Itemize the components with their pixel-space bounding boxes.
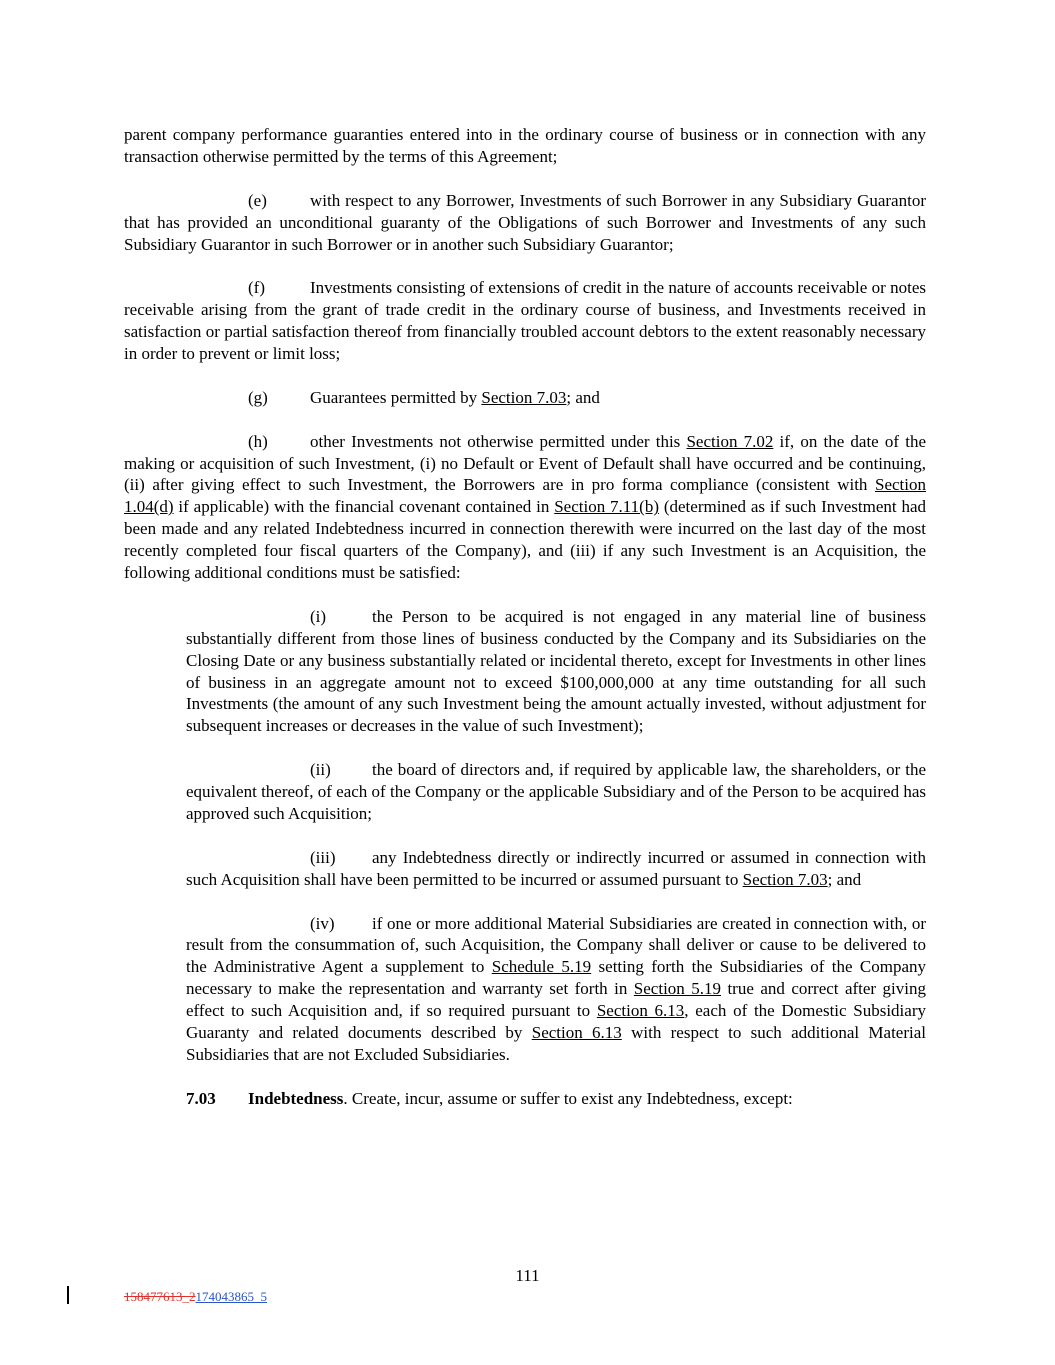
section-heading-text: . Create, incur, assume or suffer to exist any Indebtedness, except: (343, 1088, 793, 1108)
clause-label: (iv) (310, 913, 335, 933)
clause-e (124, 190, 926, 256)
inserted-document-id: 174043865_5 (195, 1289, 267, 1304)
document-id-footer (124, 1289, 267, 1305)
deleted-document-id: 158477613_2 (124, 1289, 196, 1304)
clause-g (124, 387, 926, 409)
section-reference-link[interactable]: Section 7.03 (481, 387, 567, 407)
clause-text: (determined as if such Investment had been made and any related Indebtedness incurred in connection therewith were incurred on the last day of the most recently completed four fiscal quarters of the Company), and (iii) if any such Investment is an Acquisition, the following additional conditions must be satisfied: (124, 497, 926, 583)
document-body (124, 124, 926, 1110)
clause-text: if one or more additional Material Subsidiaries are created in connection with, or result from the consummation of, such Acquisition, the Company shall deliver or cause to be delivered to the Administrative Agent a supplement to (186, 913, 926, 977)
clause-text: the board of directors and, if required by applicable law, the shareholders, or the equivalent thereof, of each of the Company or the applicable Subsidiary and of the Person to be acquired has approved such Acquisition; (186, 760, 926, 823)
clause-text: other Investments not otherwise permitted under this (310, 431, 687, 451)
clause-text: ; and (827, 869, 862, 889)
section-title: Indebtedness (248, 1088, 344, 1108)
clause-text: if applicable) with the financial covenant contained in (173, 497, 555, 517)
clause-label: (h) (248, 431, 268, 451)
section-heading-7-03 (186, 1088, 926, 1110)
section-reference-link[interactable]: Section 7.02 (686, 431, 774, 451)
clause-text: Guarantees permitted by (310, 387, 482, 407)
clause-label: (iii) (310, 847, 336, 867)
clause-text: ; and (566, 387, 600, 407)
change-bar (67, 1286, 69, 1304)
section-reference-link[interactable]: Section 6.13 (531, 1023, 622, 1043)
clause-text: any Indebtedness directly or indirectly incurred or assumed in connection with such Acquisition shall have been permitted to be incurred or assumed pursuant to (186, 847, 926, 889)
subclause-ii (186, 759, 926, 825)
clause-label: (e) (248, 190, 267, 210)
clause-text: with respect to such additional Material Subsidiaries that are not Excluded Subsidiaries. (186, 1023, 926, 1064)
subclause-iv (186, 913, 926, 1066)
clause-text: if, on the date of the making or acquisition of such Investment, (i) no Default or Event of Default shall have occurred and be continuing, (ii) after giving effect to such Investment, the Borrowers are in pro forma compliance (consistent with (124, 431, 926, 495)
clause-h (124, 431, 926, 584)
section-reference-link[interactable]: Section 5.19 (633, 979, 721, 999)
intro-paragraph: parent company performance guaranties entered into in the ordinary course of business or in connection with any transaction otherwise permitted by the terms of this Agreement; (124, 125, 926, 166)
section-reference-link[interactable]: Section 1.04(d) (124, 475, 926, 517)
clause-text: true and correct after giving effect to such Acquisition and, if so required pursuant to (186, 979, 926, 1021)
clause-label: (i) (310, 606, 327, 626)
subclause-iii (186, 847, 926, 891)
clause-text: Investments consisting of extensions of credit in the nature of accounts receivable or notes receivable arising from the grant of trade credit in the ordinary course of business, and Investments received in satisfaction or partial satisfaction thereof from financially troubled account debtors to the extent reasonably necessary in order to prevent or limit loss; (124, 278, 926, 364)
clause-label: (ii) (310, 760, 331, 780)
section-reference-link[interactable]: Section 7.03 (742, 869, 828, 889)
section-reference-link[interactable]: Section 6.13 (596, 1001, 685, 1021)
clause-text: , each of the Domestic Subsidiary Guaranty and related documents described by (186, 1001, 926, 1043)
page-number: 111 (515, 1266, 540, 1285)
clause-text: setting forth the Subsidiaries of the Company necessary to make the representation and warranty set forth in (186, 957, 926, 999)
clause-f (124, 277, 926, 365)
section-reference-link[interactable]: Section 7.11(b) (554, 497, 659, 517)
section-number: 7.03 (186, 1088, 216, 1108)
clause-text: with respect to any Borrower, Investments of such Borrower in any Subsidiary Guarantor that has provided an unconditional guaranty of the Obligations of such Borrower and Investments of any such Subsidiary Guarantor in such Borrower or in another such Subsidiary Guarantor; (124, 190, 926, 254)
clause-label: (g) (248, 387, 268, 407)
schedule-reference-link[interactable]: Schedule 5.19 (491, 957, 592, 977)
clause-label: (f) (248, 278, 265, 298)
subclause-i (186, 606, 926, 737)
clause-text: the Person to be acquired is not engaged in any material line of business substantially different from those lines of business conducted by the Company and its Subsidiaries on the Closing Date or any business substantially related or incidental thereto, except for Investments in other lines of business in an aggregate amount not to exceed $100,000,000 at any time outstanding for all such Investments (the amount of any such Investment being the amount actually invested, without adjustment for subsequent increases or decreases in the value of such Investment); (186, 606, 926, 736)
